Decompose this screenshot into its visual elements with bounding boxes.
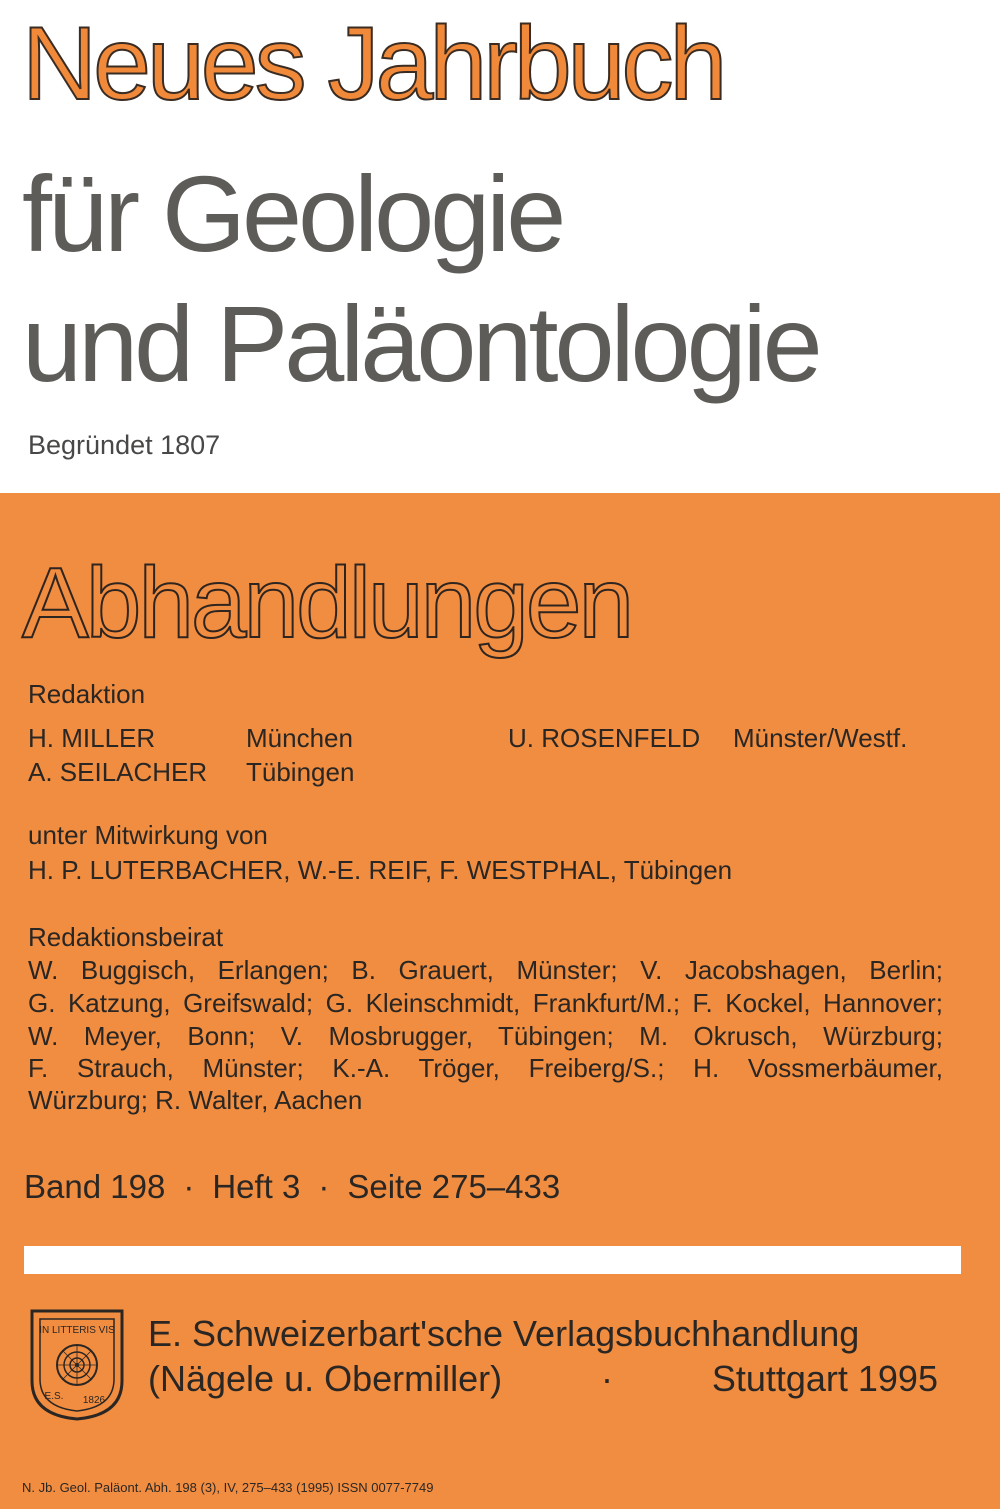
logo-year: 1826 xyxy=(82,1395,106,1406)
beirat-line: Würzburg; R. Walter, Aachen xyxy=(28,1085,363,1115)
publisher-logo-icon xyxy=(22,1303,132,1423)
beirat-heading: Redaktionsbeirat xyxy=(28,922,224,952)
journal-title-line3: und Paläontologie xyxy=(22,283,819,404)
editor-place: Münster/Westf. xyxy=(733,723,908,753)
issue-band: Band 198 xyxy=(24,1168,166,1205)
white-divider-bar xyxy=(24,1246,961,1274)
beirat-line: F. Strauch, Münster; K.-A. Tröger, Freiberg/S.; H. Vossmerbäumer, xyxy=(28,1053,943,1083)
publisher-separator: · xyxy=(600,1358,613,1399)
publisher-line2 xyxy=(148,1358,938,1400)
publisher-place-year: Stuttgart 1995 xyxy=(711,1358,938,1399)
issue-info xyxy=(24,1168,560,1206)
mitwirkung-heading: unter Mitwirkung von xyxy=(28,820,268,850)
journal-title-line2: für Geologie xyxy=(22,153,563,274)
editor-name: H. MILLER xyxy=(28,723,156,753)
issue-separator: · xyxy=(183,1168,195,1205)
issue-heft: Heft 3 xyxy=(212,1168,301,1205)
citation-line: N. Jb. Geol. Paläont. Abh. 198 (3), IV, 275–433 (1995) ISSN 0077-7749 xyxy=(22,1480,434,1495)
editor-place: München xyxy=(246,723,353,753)
publisher-owners: (Nägele u. Obermiller) xyxy=(148,1358,503,1399)
journal-title-line1: Neues Jahrbuch xyxy=(22,6,724,122)
editor-name: U. ROSENFELD xyxy=(508,723,701,753)
beirat-line: W. Meyer, Bonn; V. Mosbrugger, Tübingen; M. Okrusch, Würzburg; xyxy=(28,1021,943,1051)
issue-separator: · xyxy=(318,1168,330,1205)
editor-place: Tübingen xyxy=(246,757,355,787)
logo-initials: E.S. xyxy=(44,1391,64,1402)
publisher-name: E. Schweizerbart'sche Verlagsbuchhandlung xyxy=(148,1313,860,1354)
mitwirkung-names: H. P. LUTERBACHER, W.-E. REIF, F. WESTPHAL, Tübingen xyxy=(28,855,733,885)
founded-note: Begründet 1807 xyxy=(28,430,221,460)
section-title: Abhandlungen xyxy=(22,547,632,659)
logo-motto: IN LITTERIS VIS xyxy=(39,1325,115,1336)
redaktion-heading: Redaktion xyxy=(28,679,146,709)
issue-pages: Seite 275–433 xyxy=(347,1168,561,1205)
editor-name: A. SEILACHER xyxy=(28,757,208,787)
beirat-line: W. Buggisch, Erlangen; B. Grauert, Münster; V. Jacobshagen, Berlin; xyxy=(28,955,943,985)
beirat-line: G. Katzung, Greifswald; G. Kleinschmidt, Frankfurt/M.; F. Kockel, Hannover; xyxy=(28,988,943,1018)
